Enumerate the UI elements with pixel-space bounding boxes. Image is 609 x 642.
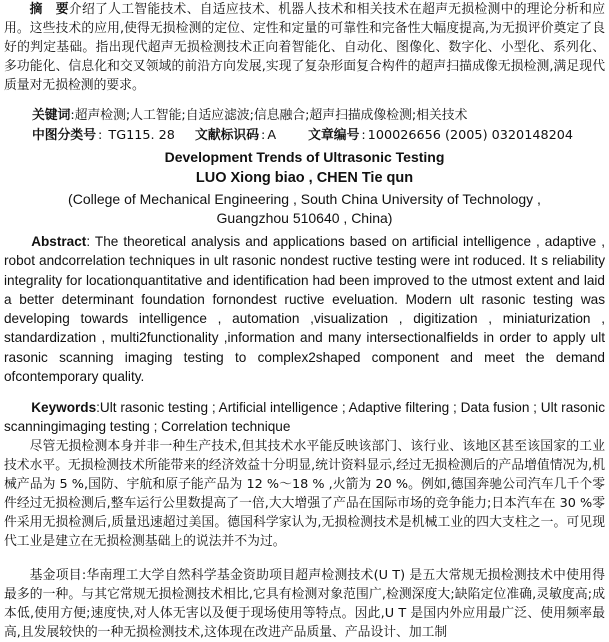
english-keywords — [0, 398, 609, 437]
abstract-cn — [0, 0, 609, 95]
english-authors: LUO Xiong biao , CHEN Tie qun — [195, 170, 414, 186]
abstract-cn-label: 摘 要 — [29, 2, 69, 17]
body-paragraph-1: 尽管无损检测本身并非一种生产技术,但其技术水平能反映该部门、该行业、该地区甚至该国家的工业技术水平。无损检测技术所能带来的经济效益十分明显,统计资料显示,经过无损检测后的产品增值情况为,机械产品为 5 %,国防、宇航和原子能产品为 12 %～18 % ,火箭为 20 %。例如,德国奔驰公司汽车几千个零件经过无损检测后,整车运行公里数提高了一倍,大大增强了产品在国际市场的竞争能力;日本汽车在 30 %零件采用无损检测后,质量迅速超过美国。德国科学家认为,无损检测技术是机械工业的四大支柱之一。可见现代工业是建立在无损检测基础上的说法并不为过。 — [4, 439, 605, 549]
keywords-cn: 关键词:超声检测;人工智能;自适应滤波;信息融合;超声扫描成像检测;相关技术 — [32, 108, 468, 123]
english-abstract-text: : The theoretical analysis and applications based on artificial intelligence , adaptive , robot andcorrelation techniques in ult rasonic nondest ructive testing were int roduced. It s reliability integrality for locationquantitative and identification had been improved to the utmost extent and laid a better determinant foundation fornondest ructive eveluation. Modern ult rasonic testing was developing towards intelligence , automation ,visualization , digitization , miniaturization , standardization , multi2functionality ,information and many intersectionalfields in order to apply ult rasonic scanning imaging testing to complex2shaped component and meet the demand ofcontemporary quality. — [4, 234, 605, 385]
classification-row: 中图分类号 : TG115. 28 文献标识码 : A 文章编号 : 100026656 (2005) 0320148204 — [32, 128, 574, 143]
doc-value: A — [267, 128, 277, 143]
fund-label: 基金项目 — [29, 568, 82, 583]
affiliation-line2: Guangzhou 510640 , China) — [216, 210, 393, 226]
english-keywords-label: Keywords — [31, 400, 97, 415]
body-paragraph-2 — [0, 566, 609, 642]
keywords-cn-text: 超声检测;人工智能;自适应滤波;信息融合;超声扫描成像检测;相关技术 — [74, 108, 468, 123]
english-title: Development Trends of Ultrasonic Testing — [164, 149, 445, 165]
clc-label: 中图分类号 — [32, 128, 96, 143]
article-label: 文章编号 — [308, 128, 360, 143]
abstract-cn-text: 介绍了人工智能技术、自适应技术、机器人技术和相关技术在超声无损检测中的理论分析和应用。这些技术的应用,使得无损检测的定位、定性和定量的可靠性和完备性大幅度提高,为无损评价奠定了良好的判定基础。指出现代超声无损检测技术正向着智能化、自动化、图像化、数字化、小型化、系列化、多功能化、信息化和交叉领域的前沿方向发展,实现了复杂形面复合构件的超声扫描成像无损检测,满足现代质量对无损检测的要求。 — [4, 2, 606, 93]
english-abstract-label: Abstract — [31, 234, 87, 249]
english-abstract — [0, 232, 609, 386]
affiliation-line1: (College of Mechanical Engineering , South China University of Technology , — [68, 191, 541, 207]
article-value: 100026656 (2005) 0320148204 — [367, 128, 574, 143]
doc-label: 文献标识码 — [195, 128, 260, 143]
keywords-cn-label: 关键词 — [32, 108, 71, 123]
fund-text: :华南理工大学自然科学基金资助项目超声检测技术(U T) 是五大常规无损检测技术中使用得最多的一种。与其它常规无损检测技术相比,它具有检测对象范围广,检测深度大;缺陷定位准确,灵敏度高;成本低,使用方便;速度快,对人体无害以及便于现场使用等特点。因此,U T 是国内外应用最广泛、使用频率最高,且发展较快的一种无损检测技术,这体现在改进产品质量、产品设计、加工制 — [4, 568, 606, 640]
clc-value: TG115. 28 — [108, 128, 175, 143]
english-keywords-text: :Ult rasonic testing ; Artificial intelligence ; Adaptive filtering ; Data fusion ; Ult rasonic scanningimaging testing ; Correlation technique — [4, 400, 605, 435]
